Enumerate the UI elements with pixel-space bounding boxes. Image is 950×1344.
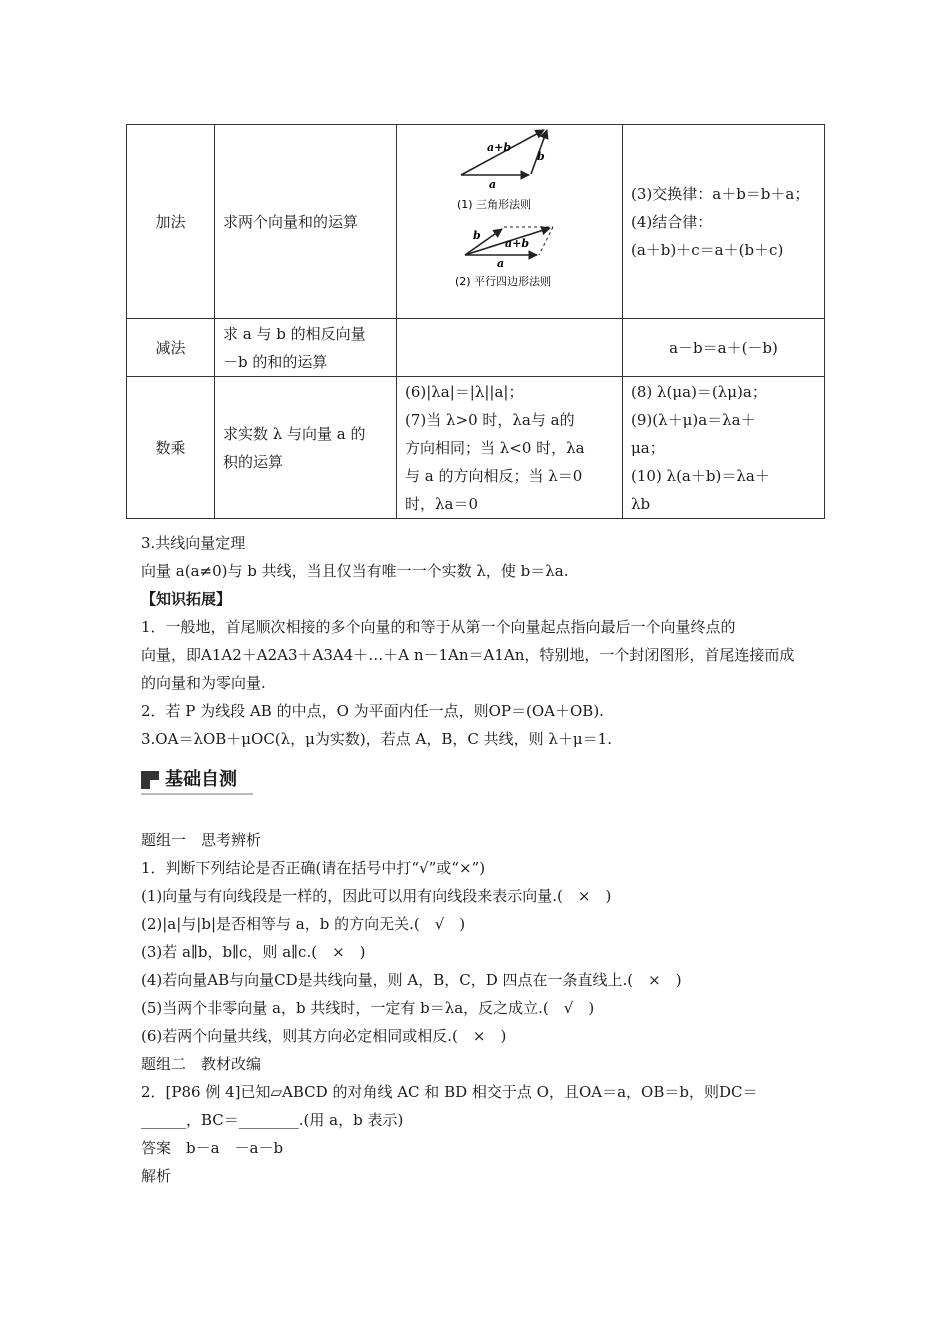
- question-2-line: 2．[P86 例 4]已知▱ABCD 的对角线 AC 和 BD 相交于点 O，且OA＝a，OB＝b，则DC＝: [141, 1083, 758, 1101]
- scalar-rules: [397, 377, 623, 519]
- section-3-body: 向量 a(a≠0)与 b 共线，当且仅当有唯一一个实数 λ，使 b＝λa.: [141, 562, 569, 580]
- group-1-title: 题组一 思考辨析: [141, 831, 262, 849]
- triangle-label-a: a: [489, 178, 497, 191]
- rule-6: (6)|λa|＝|λ||a|；: [405, 382, 524, 401]
- triangle-label-sum: a+b: [487, 141, 512, 154]
- rule-7-line: 方向相同；当 λ<0 时，λa: [405, 438, 585, 457]
- op-desc-line: 积的运算: [223, 452, 284, 471]
- parallelogram-rule-caption: (2) 平行四边形法则: [455, 275, 552, 288]
- parallelogram-label-sum: a+b: [505, 237, 530, 250]
- vector-operations-table: [126, 124, 825, 519]
- extension-3: 3.OA＝λOB＋μOC(λ，μ为实数)，若点 A，B，C 共线，则 λ＋μ＝1.: [141, 730, 612, 748]
- question-2-line: ______，BC＝________.(用 a，b 表示): [141, 1111, 404, 1129]
- analysis-label: 解析: [141, 1167, 172, 1185]
- triangle-rule-caption: (1) 三角形法则: [457, 198, 532, 211]
- op-desc-line: 求实数 λ 与向量 a 的: [223, 424, 366, 443]
- rule-8: (8) λ(μa)＝(λμ)a；: [631, 382, 767, 401]
- op-desc: [215, 377, 397, 519]
- rule-10-line: (10) λ(a＋b)＝λa＋: [631, 466, 770, 485]
- law-associative-formula: (a＋b)＋c＝a＋(b＋c): [631, 240, 784, 259]
- question-1-item: (2)|a|与|b|是否相等与 a，b 的方向无关.( √ ): [141, 915, 466, 933]
- op-desc: [215, 319, 397, 377]
- triangle-label-b: b: [537, 150, 545, 163]
- op-name: 加法: [127, 125, 215, 319]
- op-desc-line: －b 的和的运算: [223, 352, 328, 371]
- question-1-item: (1)向量与有向线段是一样的，因此可以用有向线段来表示向量.( × ): [141, 887, 612, 905]
- vector-addition-diagram: [397, 125, 623, 309]
- banner-title: 基础自测: [165, 769, 237, 790]
- group-2-title: 题组二 教材改编: [141, 1055, 262, 1073]
- table-row: [127, 377, 825, 519]
- question-1-item: (6)若两个向量共线，则其方向必定相同或相反.( × ): [141, 1027, 507, 1045]
- rule-7-line: 时，λa＝0: [405, 494, 478, 513]
- extension-1-line: 1．一般地，首尾顺次相接的多个向量的和等于从第一个向量起点指向最后一个向量终点的: [141, 618, 736, 636]
- parallelogram-vector-b: [465, 229, 502, 255]
- section-banner: [141, 768, 253, 794]
- law-associative-label: (4)结合律：: [631, 212, 713, 231]
- parallelogram-label-a: a: [497, 257, 505, 270]
- scalar-laws: [623, 377, 825, 519]
- rule-9-line: μa；: [631, 438, 665, 457]
- rule-10-line: λb: [631, 494, 651, 513]
- extension-1-line: 的向量和为零向量.: [141, 674, 266, 692]
- question-1-item: (4)若向量AB与向量CD是共线向量，则 A，B，C，D 四点在一条直线上.( × ): [141, 971, 682, 989]
- op-name: 减法: [127, 319, 215, 377]
- table-row: [127, 125, 825, 319]
- question-1: 1．判断下列结论是否正确(请在括号中打“√”或“×”): [141, 859, 486, 877]
- question-1-item: (3)若 a∥b，b∥c，则 a∥c.( × ): [141, 943, 366, 961]
- question-1-item: (5)当两个非零向量 a，b 共线时，一定有 b＝λa，反之成立.( √ ): [141, 999, 595, 1017]
- extension-1-line: 向量，即A1A2＋A2A3＋A3A4＋…＋A n－1An＝A1An，特别地，一个封闭图形，首尾连接而成: [141, 646, 795, 664]
- section-3-title: 3.共线向量定理: [141, 534, 246, 552]
- parallelogram-label-b: b: [473, 229, 481, 242]
- table-row: [127, 319, 825, 377]
- extension-2: 2．若 P 为线段 AB 的中点，O 为平面内任一点，则OP＝(OA＋OB).: [141, 702, 604, 720]
- extension-heading: 【知识拓展】: [141, 590, 232, 608]
- op-desc: 求两个向量和的运算: [215, 125, 397, 319]
- rule-7-line: 与 a 的方向相反；当 λ＝0: [405, 466, 583, 485]
- op-name: 数乘: [127, 377, 215, 519]
- op-desc-line: 求 a 与 b 的相反向量: [223, 324, 366, 343]
- answer: 答案 b－a －a－b: [141, 1139, 284, 1157]
- addition-figure: [397, 125, 623, 319]
- law-commutative: (3)交换律：a＋b＝b＋a；: [631, 184, 810, 203]
- subtraction-law: a－b＝a＋(－b): [623, 319, 825, 377]
- addition-laws: [623, 125, 825, 319]
- rule-9-line: (9)(λ＋μ)a＝λa＋: [631, 410, 756, 429]
- rule-7-line: (7)当 λ>0 时，λa与 a的: [405, 410, 575, 429]
